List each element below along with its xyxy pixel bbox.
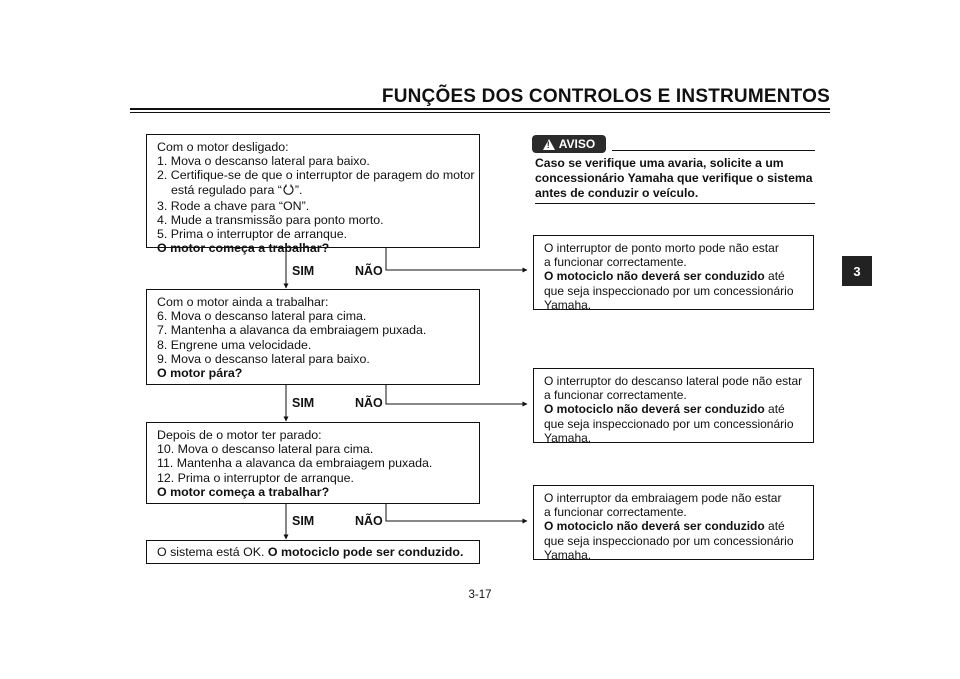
step2-line-0: Com o motor ainda a trabalhar: — [157, 295, 329, 309]
step3-line-3: 12. Prima o interruptor de arranque. — [157, 470, 354, 485]
no2-bold: O motociclo não deverá ser conduzido — [544, 402, 765, 417]
step2-line-4: 9. Mova o descanso lateral para baixo. — [157, 351, 370, 366]
no3-after: até — [764, 519, 785, 534]
no-arrow-3 — [386, 504, 527, 521]
no1-line-3: que seja inspeccionado por um concessionário — [544, 283, 794, 298]
flow-step-3 — [146, 422, 480, 504]
flow-result — [146, 540, 480, 564]
yes-label-2: SIM — [292, 396, 315, 410]
no1-line-2 — [544, 269, 803, 283]
step2-line-1: 6. Mova o descanso lateral para cima. — [157, 309, 367, 324]
no-result-1 — [533, 235, 814, 310]
step3-question: O motor começa a trabalhar? — [157, 484, 330, 499]
no-label-1: NÃO — [355, 264, 383, 278]
step3-line-0: Depois de o motor ter parado: — [157, 428, 322, 442]
warning-icon — [543, 139, 555, 150]
no2-line-1: a funcionar correctamente. — [544, 388, 687, 403]
no3-line-0: O interruptor da embraiagem pode não estar — [544, 491, 782, 505]
warning-text: Caso se verifique uma avaria, solicite a um concessionário Yamaha que verifique o sistema antes de conduzir o veículo. — [535, 156, 813, 200]
no2-after: até — [764, 402, 785, 417]
no3-line-3: que seja inspeccionado por um concessionário — [544, 533, 794, 548]
no3-bold: O motociclo não deverá ser conduzido — [544, 519, 765, 534]
no-result-3 — [533, 485, 814, 560]
no-arrow-2 — [386, 385, 527, 404]
step1-line-3a: está regulado para “ — [171, 182, 282, 197]
step1-line-3 — [157, 183, 469, 199]
no1-bold: O motociclo não deverá ser conduzido — [544, 269, 765, 284]
step1-line-5: 3. Rode a chave para “ON”. — [157, 198, 310, 213]
step2-question: O motor pára? — [157, 366, 243, 381]
no2-line-3: que seja inspeccionado por um concessionário — [544, 416, 794, 431]
no3-line-1: a funcionar correctamente. — [544, 505, 687, 520]
step3-line-1: 10. Mova o descanso lateral para cima. — [157, 442, 374, 457]
yes-label-3: SIM — [292, 514, 315, 528]
step3-line-2: 11. Mantenha a alavanca da embraiagem puxada. — [157, 456, 433, 471]
no3-line-2 — [544, 519, 803, 533]
page-title: FUNÇÕES DOS CONTROLOS E INSTRUMENTOS — [381, 86, 830, 107]
flow-step-2 — [146, 289, 480, 385]
page-number: 3-17 — [468, 589, 492, 601]
step1-line-1: 1. Mova o descanso lateral para baixo. — [157, 154, 370, 169]
result-bold: O motociclo pode ser conduzido. — [267, 545, 464, 559]
no-label-2: NÃO — [355, 396, 383, 410]
no2-line-0: O interruptor do descanso lateral pode não estar — [544, 374, 803, 388]
no1-line-0: O interruptor de ponto morto pode não estar — [544, 241, 779, 255]
result-line — [157, 545, 469, 559]
no-result-2 — [533, 368, 814, 443]
step1-line-0: Com o motor desligado: — [157, 140, 289, 154]
step1-line-7: 5. Prima o interruptor de arranque. — [157, 227, 348, 242]
warning-badge-label: AVISO — [558, 137, 596, 151]
no2-line-2 — [544, 402, 803, 416]
flow-step-1 — [146, 134, 480, 256]
yes-label-1: SIM — [292, 264, 315, 278]
step2-line-2: 7. Mantenha a alavanca da embraiagem puxada. — [157, 323, 427, 338]
warning-rule — [612, 150, 815, 151]
chapter-tab: 3 — [842, 256, 872, 286]
step2-line-3: 8. Engrene uma velocidade. — [157, 337, 312, 352]
engine-run-icon — [282, 184, 295, 199]
step1-line-6: 4. Mude a transmissão para ponto morto. — [157, 213, 384, 228]
no1-line-1: a funcionar correctamente. — [544, 255, 687, 270]
no1-after: até — [764, 269, 785, 284]
step1-line-2: 2. Certifique-se de que o interruptor de paragem do motor — [157, 168, 475, 183]
warning-bottom-rule — [535, 203, 815, 204]
warning-badge — [532, 135, 606, 153]
step1-line-3b: ”. — [294, 182, 303, 197]
no-label-3: NÃO — [355, 514, 383, 528]
no1-line-4: Yamaha. — [544, 297, 592, 312]
no3-line-4: Yamaha. — [544, 547, 592, 562]
result-prefix: O sistema está OK. — [157, 545, 268, 559]
step1-question: O motor começa a trabalhar? — [157, 241, 330, 256]
no2-line-4: Yamaha. — [544, 430, 592, 445]
